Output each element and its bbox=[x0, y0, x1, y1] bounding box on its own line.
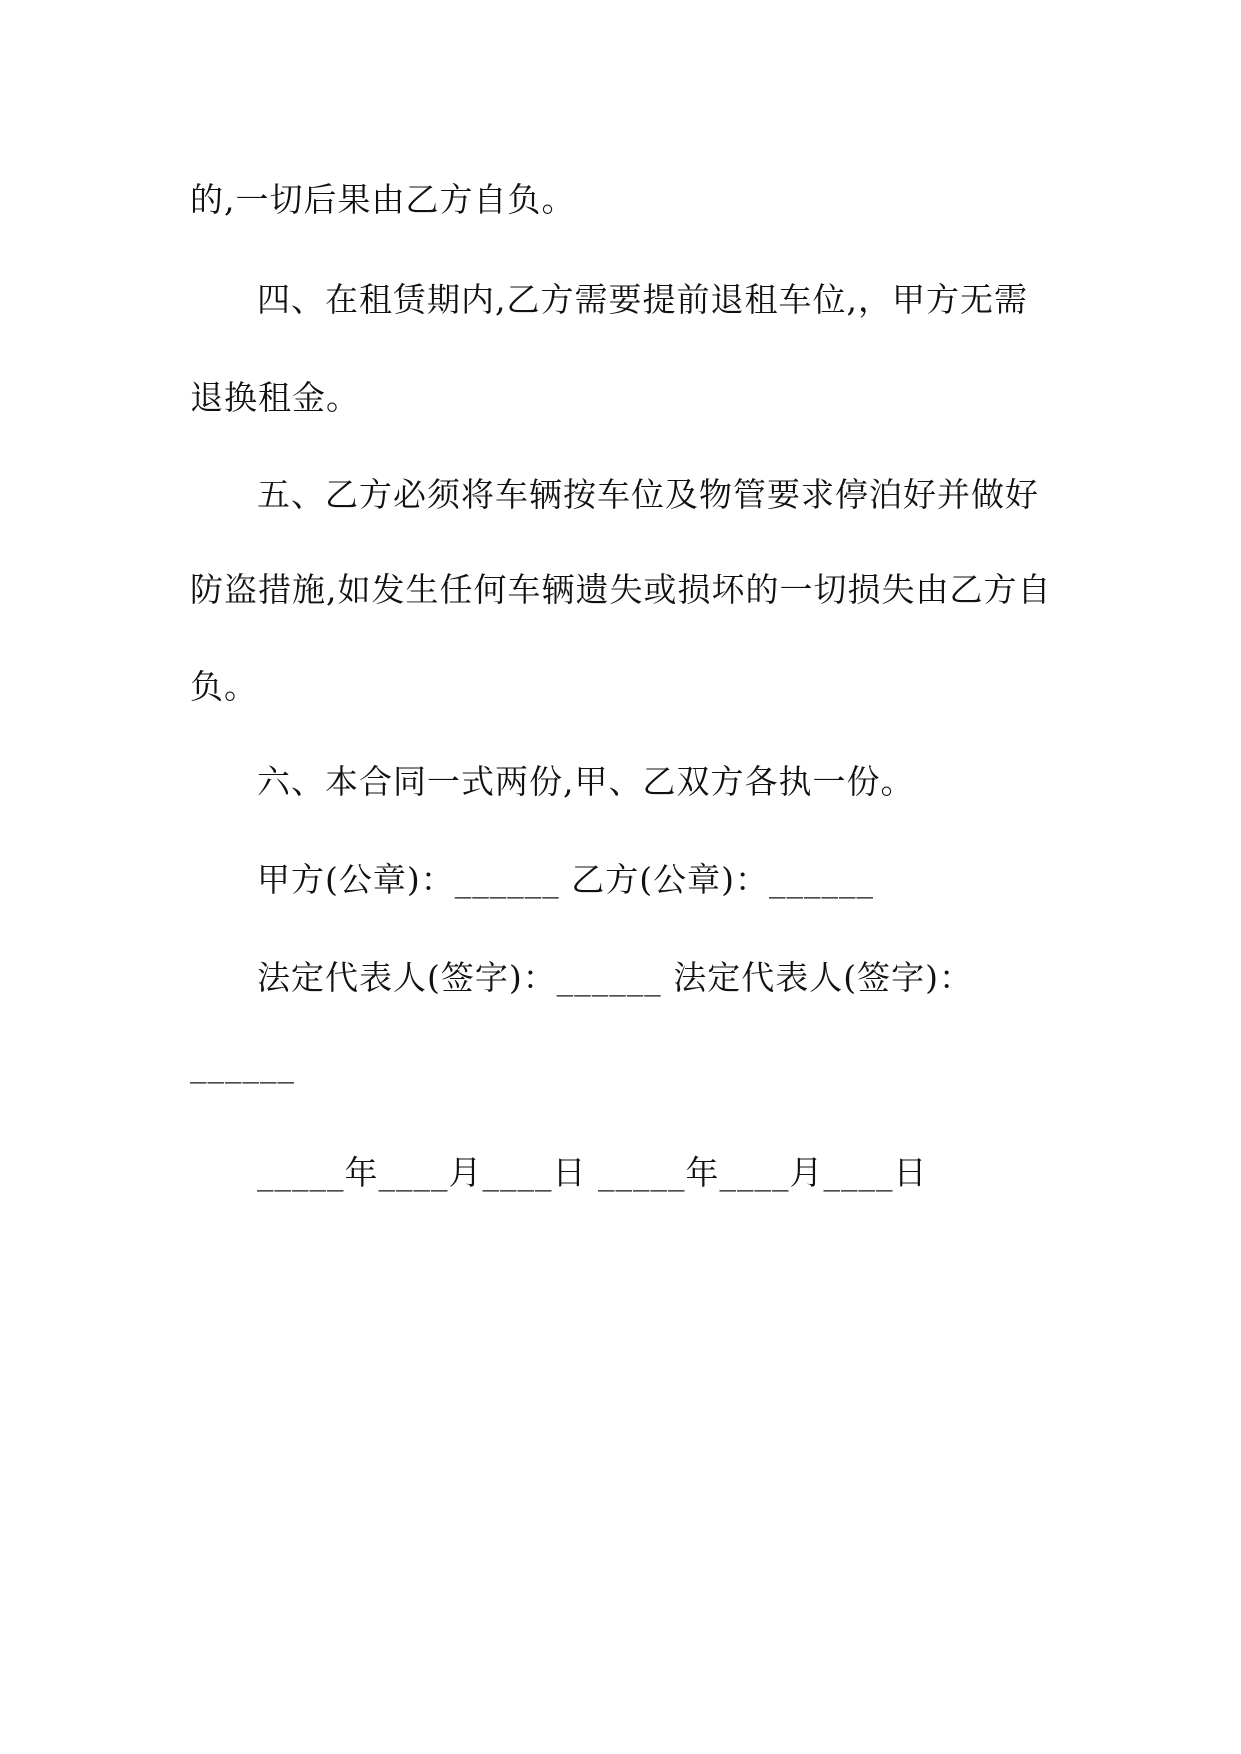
paragraph-3-end: 的,一切后果由乙方自负。 bbox=[190, 180, 576, 219]
representative-signature-line: 法定代表人(签字)：______ 法定代表人(签字)： bbox=[257, 958, 973, 997]
clause-5-line-3: 负。 bbox=[190, 667, 258, 706]
clause-5-line-2: 防盗措施,如发生任何车辆遗失或损坏的一切损失由乙方自 bbox=[190, 570, 1052, 609]
clause-4-line-2: 退换租金。 bbox=[190, 378, 360, 417]
clause-6: 六、本合同一式两份,甲、乙双方各执一份。 bbox=[257, 762, 915, 801]
clause-4-line-1: 四、在租赁期内,乙方需要提前退租车位,，甲方无需 bbox=[257, 280, 1028, 319]
seal-line: 甲方(公章)：______ 乙方(公章)：______ bbox=[257, 860, 874, 899]
clause-5-line-1: 五、乙方必须将车辆按车位及物管要求停泊好并做好 bbox=[257, 475, 1039, 514]
signature-blank: ______ bbox=[190, 1045, 295, 1084]
date-line: _____年____月____日 _____年____月____日 bbox=[257, 1153, 928, 1192]
